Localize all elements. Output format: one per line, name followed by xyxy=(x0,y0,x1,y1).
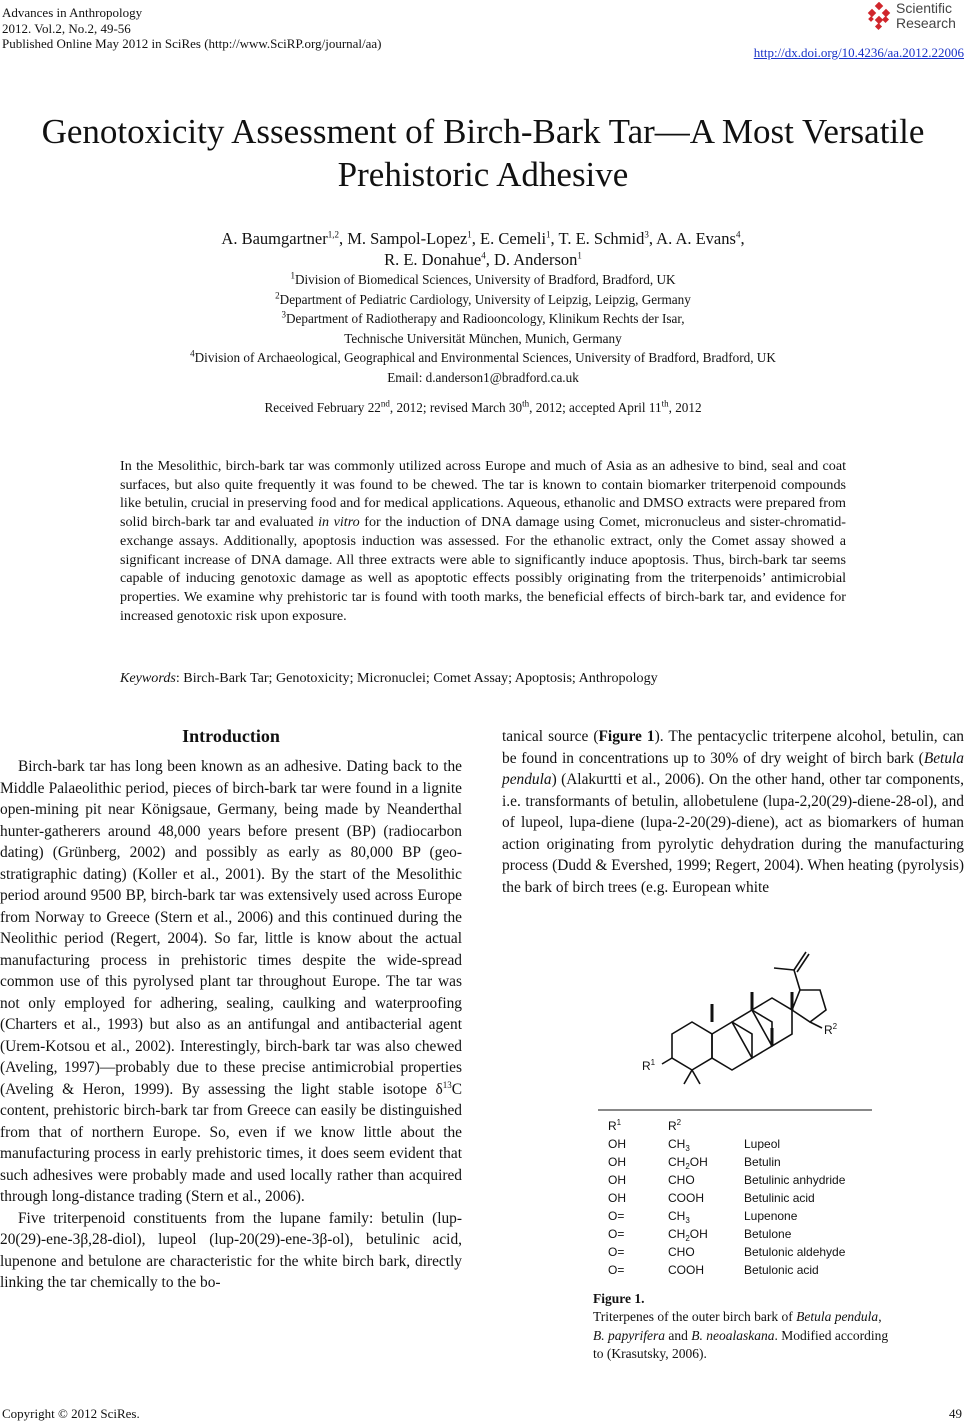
keywords-list: : Birch-Bark Tar; Genotoxicity; Micronuclei; Comet Assay; Apoptosis; Anthropology xyxy=(175,670,658,686)
intro-paragraph-2: Five triterpenoid constituents from the lupane family: betulin (lup-20(29)-ene-3β,28-diol), lupeol (lup-20(29)-ene-3β-ol), betulinic acid, lupenone and betulone are characteristic for the white birch bark, directly linking the tar chemically to the bo- xyxy=(0,1209,462,1291)
structure-r2-label: $R^2$ xyxy=(824,1022,838,1037)
table-compound-name: Betulonic aldehyde xyxy=(744,1245,846,1259)
affiliation-3-cont: Technische Universität München, Munich, Germany xyxy=(344,330,622,346)
affiliation-1: $^1$Division of Biomedical Sciences, University of Bradford, Bradford, UK xyxy=(290,270,676,287)
journal-volume: 2012. Vol.2, No.2, 49-56 xyxy=(2,20,131,36)
keywords-label: Keywords xyxy=(120,670,176,686)
table-r1-cell: O= xyxy=(608,1209,625,1223)
logo-text-line2: Research xyxy=(896,15,956,31)
journal-header xyxy=(2,5,382,52)
introduction-body xyxy=(0,756,462,1294)
table-compound-name: Lupenone xyxy=(744,1209,798,1223)
received-dates: Received February 22nd, 2012; revised March 30th, 2012; accepted April 11th, 2012 xyxy=(264,398,702,415)
table-r2-cell: $CH_2OH$ xyxy=(668,1155,708,1171)
abstract: In the Mesolithic, birch-bark tar was commonly utilized across Europe and much of Asia as an adhesive to bind, seal and coat surfaces, but also quite frequently it was found to be chewed. The tar is known to contain biomarker triterpenoid compounds like betulin, crucial in preserving food and for medical applications. Aqueous, ethanolic and DMSO extracts were prepared from solid birch-bark tar and evaluated in vitro for the induction of DNA damage using Comet, micronucleus and sister-chromatid-exchange assays. Additionally, apoptosis induction was assessed. For the ethanolic extract, only the Comet assay showed a significant increase of DNA damage. All three extracts were able to significantly induce apoptosis. Thus, birch-bark tar seems capable of inducing genotoxic damage as well as apoptotic effects possibly originating from the triterpenoids’ antimicrobial properties. We examine why prehistoric tar is found with tooth marks, the beneficial effects of birch-bark tar, and evidence for increased genotoxic risk upon exposure. xyxy=(120,458,846,624)
structure-r1-label: $R^1$ xyxy=(642,1058,656,1073)
title-line-2: Prehistoric Adhesive xyxy=(337,155,629,194)
introduction-heading: Introduction xyxy=(182,726,280,746)
figure-1-caption xyxy=(593,1290,893,1363)
doi-container xyxy=(754,45,964,61)
lupane-skeleton xyxy=(662,952,826,1084)
logo-text-line1: Scientific xyxy=(896,0,953,16)
table-r2-cell: CHO xyxy=(668,1173,695,1187)
table-compound-name: Betulonic acid xyxy=(744,1263,819,1277)
table-r1-cell: OH xyxy=(608,1155,626,1169)
figure-caption-text: Triterpenes of the outer birch bark of Betula pendula, B. papyrifera and B. neoalaskana. Modified according to (Krasutsky, 2006). xyxy=(593,1309,889,1361)
table-r1-cell: O= xyxy=(608,1245,625,1259)
scientific-research-logo xyxy=(864,0,964,36)
table-r2-cell: COOH xyxy=(668,1191,704,1205)
authors-line-1: A. Baumgartner$^{1,2}$, M. Sampol-Lopez$^1$, E. Cemeli$^1$, T. E. Schmid$^3$, A. A. Evans$^4$, xyxy=(221,229,745,248)
affiliation-2: $^2$Department of Pediatric Cardiology, University of Leipzig, Leipzig, Germany xyxy=(275,290,691,307)
keywords xyxy=(120,670,846,687)
table-r2-cell: $CH_2OH$ xyxy=(668,1227,708,1243)
left-column xyxy=(0,722,462,1294)
author-email: Email: d.anderson1@bradford.ca.uk xyxy=(387,369,579,385)
paper-title xyxy=(0,110,966,196)
table-r1-cell: OH xyxy=(608,1173,626,1187)
table-compound-name: Betulinic acid xyxy=(744,1191,815,1205)
published-line: Published Online May 2012 in SciRes (http://www.SciRP.org/journal/aa) xyxy=(2,36,382,51)
journal-name: Advances in Anthropology xyxy=(2,5,143,20)
table-header-r2: $R^2$ xyxy=(668,1118,682,1133)
intro-paragraph-1: Birch-bark tar has long been known as an adhesive. Dating back to the Middle Palaeolithic period, pieces of birch-bark tar were found in a lignite open-mining pit near Königsaue, Germany, being made by Neanderthal hunter-gatherers around 48,000 years before present (BP) (radiocarbon dating) (Grünberg, 2002) and possibly as early as 80,000 BP (geo-stratigraphic dating) (Koller et al., 2001). By the start of the Mesolithic period around 9500 BP, birch-bark tar was extensively used across Europe from Norway to Greece (Stern et al., 2006) and this continued during the Neolithic period (Regert, 2004). So far, little is know about the actual manufacturing process in prehistoric times despite the wide-spread common use of this pyrolysed plant tar throughout Europe. The tar was not only employed for adhering, sealing, caulking and waterproofing (Charters et al., 1993) but also as an antifungal and antibacterial agent (Urem-Kotsou et al., 2002). Interestingly, birch-bark tar was also chewed (Aveling, 1997)—probably due to these precise antimicrobial properties (Aveling & Heron, 1999). By assessing the light stable isotope $\delta^{13}C$ content, prehistoric birch-bark tar from Greece can easily be distinguished from that of northern Europe. So, even if we know little about the manufacturing process in early prehistoric times, it does seem evident that such adhesives were probably made and used locally rather than acquired through long-distance trading (Stern et al., 2006). xyxy=(0,758,462,1205)
table-r2-cell: COOH xyxy=(668,1263,704,1277)
figure-caption-title: Figure 1. xyxy=(593,1291,645,1306)
table-header-r1: $R^1$ xyxy=(608,1118,622,1133)
affiliation-3: $^3$Department of Radiotherapy and Radiooncology, Klinikum Rechts der Isar, xyxy=(281,309,685,326)
table-r2-cell: $CH_3$ xyxy=(668,1137,690,1153)
figure-1 xyxy=(598,938,872,1282)
table-r1-cell: OH xyxy=(608,1137,626,1151)
triterpene-structure-diagram xyxy=(598,938,872,1282)
table-r2-cell: $CH_3$ xyxy=(668,1209,690,1225)
table-r2-cell: CHO xyxy=(668,1245,695,1259)
logo-diamonds-icon xyxy=(864,2,894,32)
right-column-text: tanical source (Figure 1). The pentacyclic triterpene alcohol, betulin, can be found in concentrations up to 30% of dry weight of birch bark (Betula pendula) (Alakurtti et al., 2006). On the other hand, other tar components, i.e. transformants of betulin, allobetulene (lupa-2,20(29)-diene-28-ol), and of lupeol, lupa-diene (lupa-2-20(29)-diene), act as biomarkers of human action originating from pyrolytic dehydration during the manufacturing process (Dudd & Evershed, 1999; Regert, 2004). When heating (pyrolysis) the bark of birch trees (e.g. European white xyxy=(502,728,964,896)
table-compound-name: Lupeol xyxy=(744,1137,781,1151)
title-line-1: Genotoxicity Assessment of Birch-Bark Tar—A Most Versatile xyxy=(41,112,925,151)
table-r1-cell: O= xyxy=(608,1227,625,1241)
table-compound-name: Betulin xyxy=(744,1155,781,1169)
table-compound-name: Betulinic anhydride xyxy=(744,1173,846,1187)
affiliation-4: $^4$Division of Archaeological, Geographical and Environmental Sciences, University of Bradford, Bradford, UK xyxy=(190,348,776,365)
authors-line-2: R. E. Donahue$^4$, D. Anderson$^1$ xyxy=(384,250,582,269)
substituent-table xyxy=(608,1118,846,1277)
table-r1-cell: O= xyxy=(608,1263,625,1277)
copyright: Copyright © 2012 SciRes. xyxy=(2,1406,140,1421)
footer-page-number: 49 xyxy=(949,1406,962,1421)
table-compound-name: Betulone xyxy=(744,1227,792,1241)
doi-link[interactable]: http://dx.doi.org/10.4236/aa.2012.22006 xyxy=(753,45,964,60)
author-list xyxy=(0,228,966,270)
table-r1-cell: OH xyxy=(608,1191,626,1205)
affiliations xyxy=(0,270,966,387)
